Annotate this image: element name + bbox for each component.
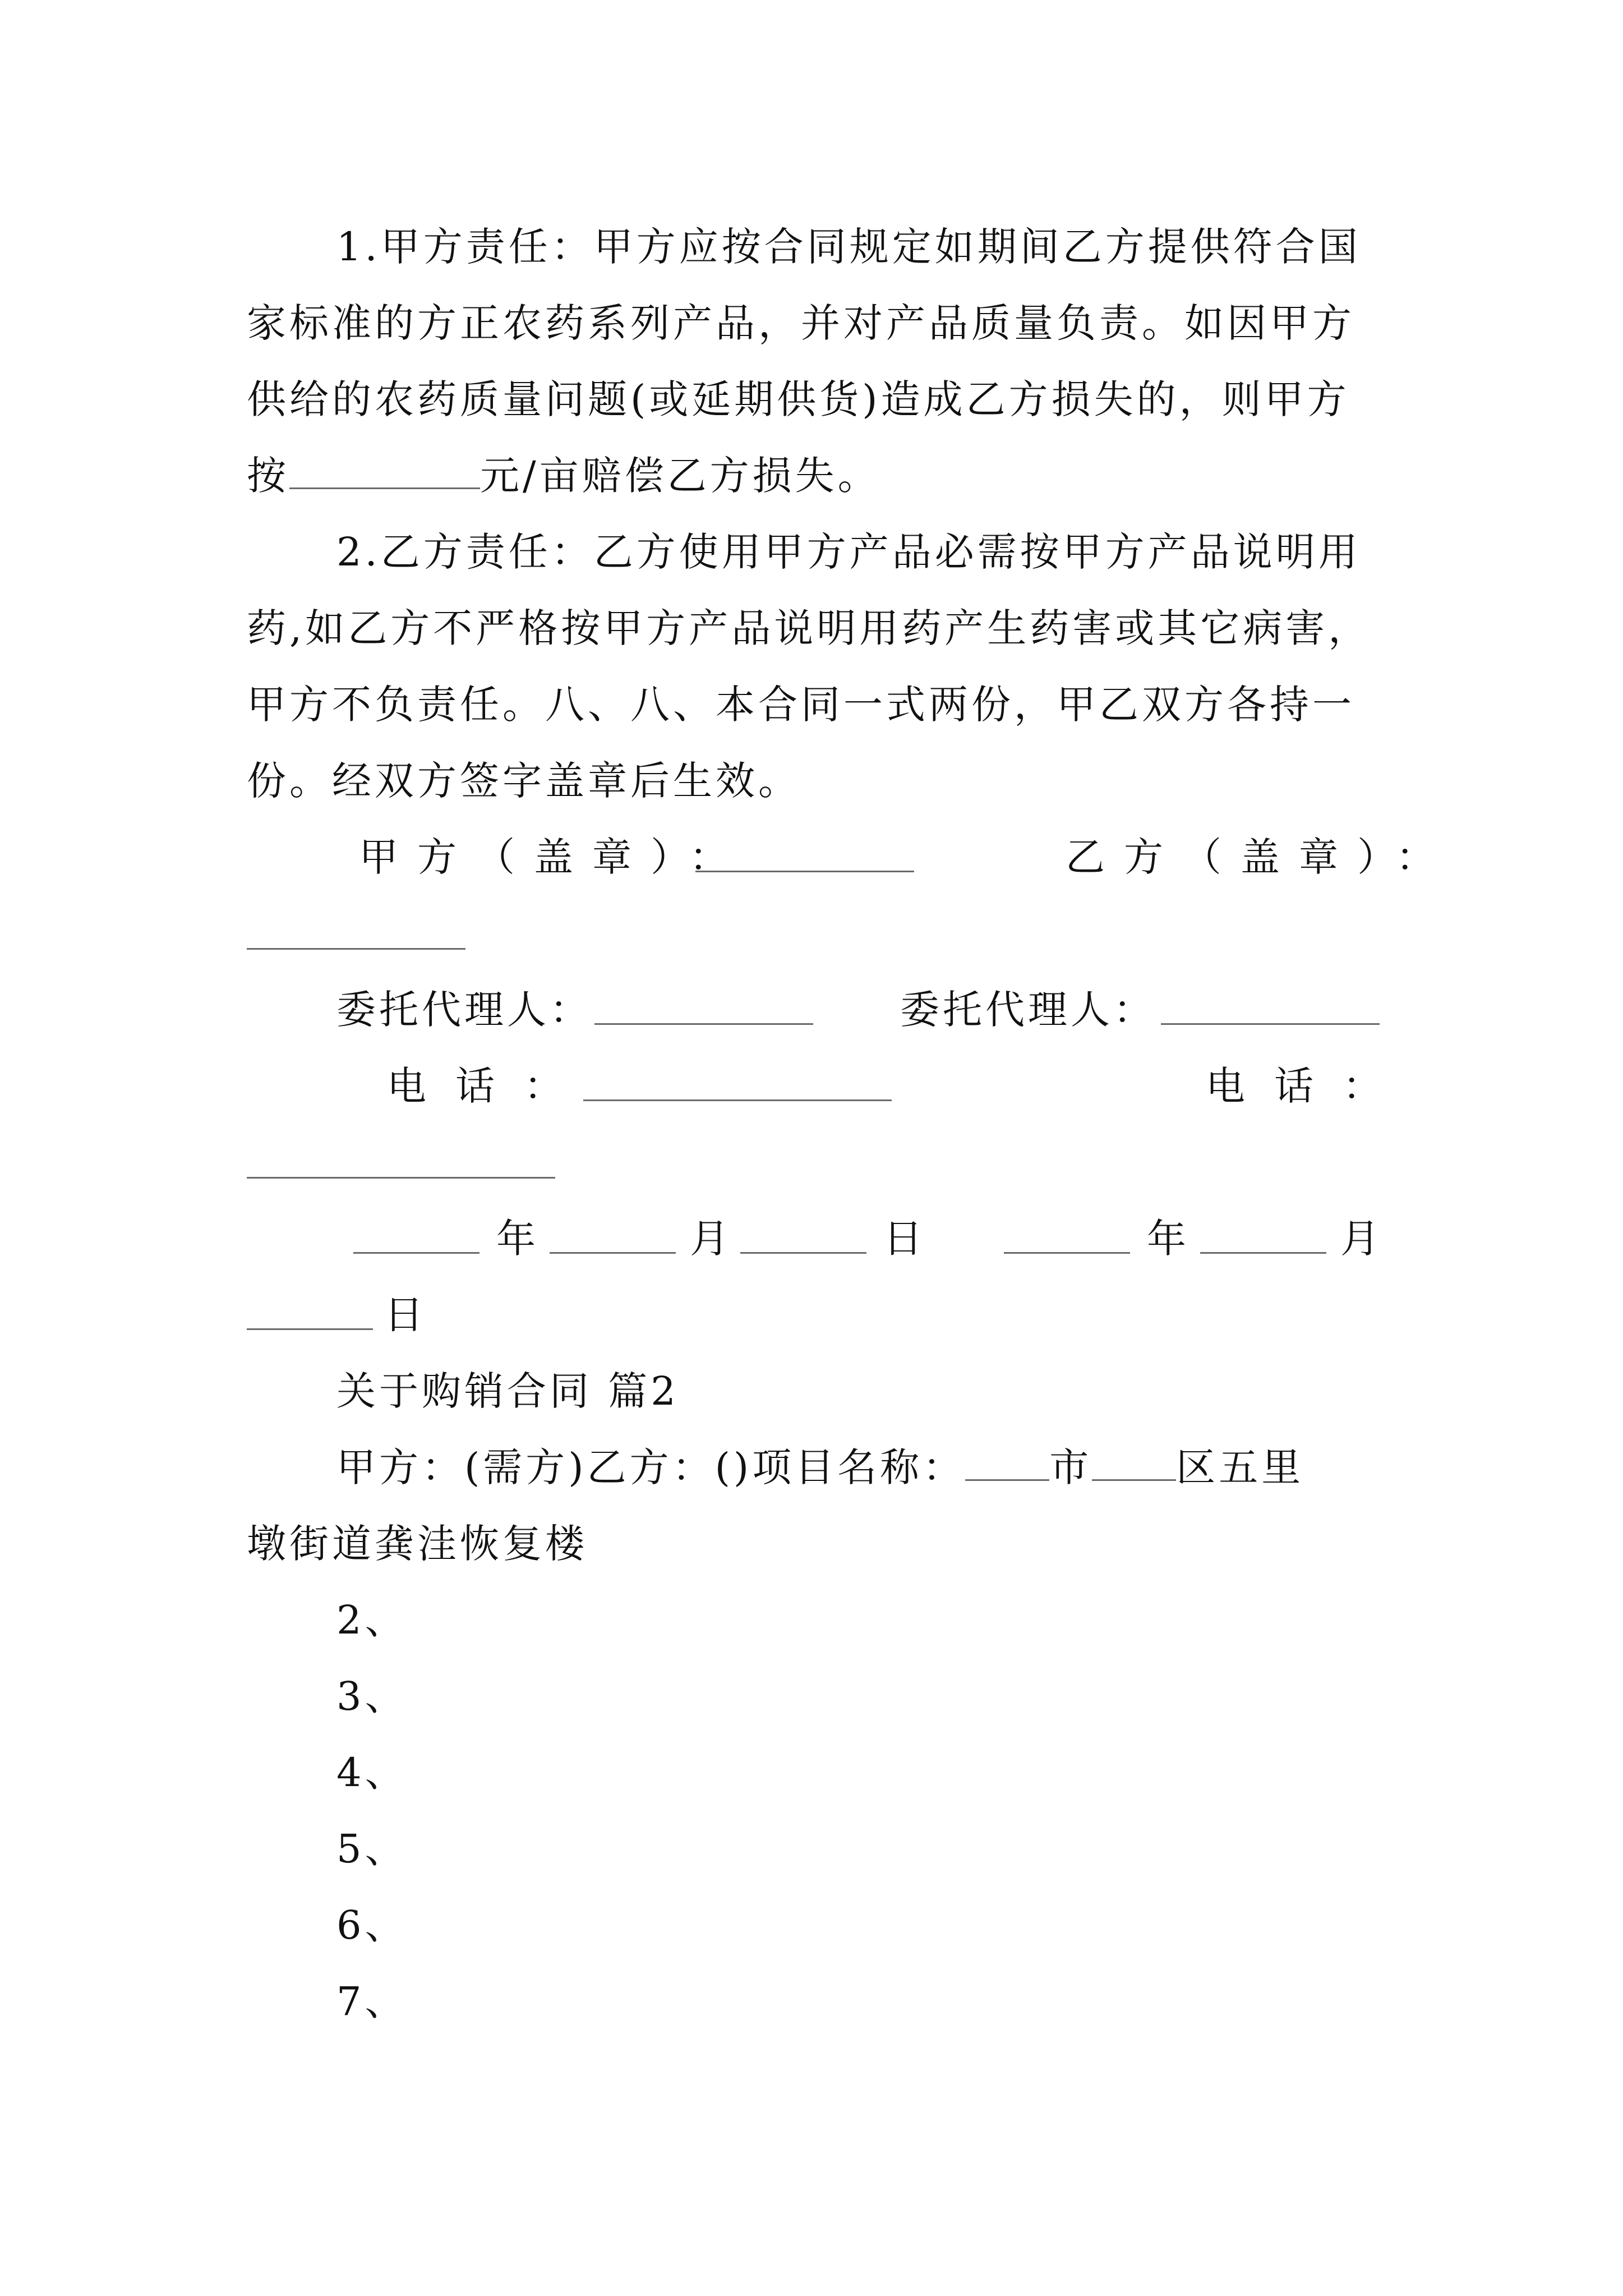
city-blank <box>965 1435 1049 1481</box>
clause-1-line-1 <box>336 209 1380 285</box>
party-a-agent-blank <box>594 979 813 1025</box>
clause-1-text-1: 1.甲方责任：甲方应按合同规定如期间乙方提供符合国 <box>336 224 1361 270</box>
list-item: 6、 <box>336 1902 408 1948</box>
clause-1-line-2 <box>247 285 1355 361</box>
party-a-date-day-blank <box>740 1208 866 1254</box>
list-item: 7、 <box>336 1978 408 2024</box>
party-a-seal-blank <box>695 827 914 872</box>
party-b-phone-label: 电话： <box>1206 1063 1411 1109</box>
party-b-month-label: 月 <box>1340 1216 1383 1262</box>
clause-2-line-3 <box>247 666 1355 743</box>
party-b-date-month-blank <box>1200 1208 1326 1254</box>
party-b-agent-label: 委托代理人： <box>900 987 1156 1033</box>
party-a-month-label: 月 <box>690 1216 732 1262</box>
party-a-agent-label: 委托代理人： <box>336 987 592 1033</box>
list-item: 2、 <box>336 1597 408 1643</box>
party-a-phone-label: 电话： <box>387 1063 592 1109</box>
clause-1-text-3: 供给的农药质量问题(或延期供货)造成乙方损失的，则甲方 <box>247 376 1350 422</box>
party-a-day-label: 日 <box>883 1216 926 1262</box>
clause-1-text-4-prefix: 按 <box>247 453 289 499</box>
party-b-phone-blank <box>247 1133 555 1179</box>
party-b-date-year-blank <box>1004 1208 1130 1254</box>
section-2-parties-line <box>336 1429 1304 1506</box>
city-label: 市 <box>1049 1444 1092 1490</box>
party-a-phone-blank <box>583 1056 892 1101</box>
clause-1-line-4 <box>247 438 880 514</box>
section-2-heading: 关于购销合同 篇2 <box>336 1368 679 1414</box>
party-b-seal-label: 乙方（盖章）： <box>1066 834 1454 880</box>
party-b-day-label: 日 <box>384 1292 427 1338</box>
party-b-seal-blank <box>247 904 465 950</box>
clause-2-text-3: 甲方不负责任。八、八、本合同一式两份，甲乙双方各持一 <box>247 682 1355 728</box>
clause-2-text-1: 2.乙方责任：乙方使用甲方产品必需按甲方产品说明用 <box>336 529 1361 575</box>
clause-1-text-4-suffix: 元/亩赔偿乙方损失。 <box>480 453 880 499</box>
party-b-year-label: 年 <box>1147 1216 1189 1262</box>
party-b-date-day-blank <box>247 1285 373 1330</box>
list-item: 5、 <box>336 1826 408 1872</box>
party-a-date-month-blank <box>550 1208 676 1254</box>
district-blank <box>1092 1435 1176 1481</box>
section-2-parties-text: 甲方：(需方)乙方：()项目名称： <box>336 1444 966 1490</box>
party-a-seal-label: 甲方（盖章）： <box>359 834 748 880</box>
clause-1-line-3 <box>247 361 1350 438</box>
section-2-project-line: 墩街道龚洼恢复楼 <box>247 1521 588 1567</box>
party-a-date-year-blank <box>353 1208 479 1254</box>
clause-2-line-2 <box>247 590 1371 666</box>
clause-2-text-4: 份。经双方签字盖章后生效。 <box>247 758 801 804</box>
clause-2-line-1 <box>336 514 1361 590</box>
list-item: 3、 <box>336 1673 408 1719</box>
clause-2-text-2: 药,如乙方不严格按甲方产品说明用药产生药害或其它病害， <box>247 605 1371 651</box>
clause-1-text-2: 家标准的方正农药系列产品，并对产品质量负责。如因甲方 <box>247 300 1355 346</box>
list-item: 4、 <box>336 1750 408 1796</box>
party-a-year-label: 年 <box>496 1216 539 1262</box>
clause-2-line-4 <box>247 743 801 819</box>
compensation-amount-blank <box>289 444 480 489</box>
party-b-agent-blank <box>1161 979 1380 1025</box>
district-label: 区五里 <box>1176 1444 1304 1490</box>
